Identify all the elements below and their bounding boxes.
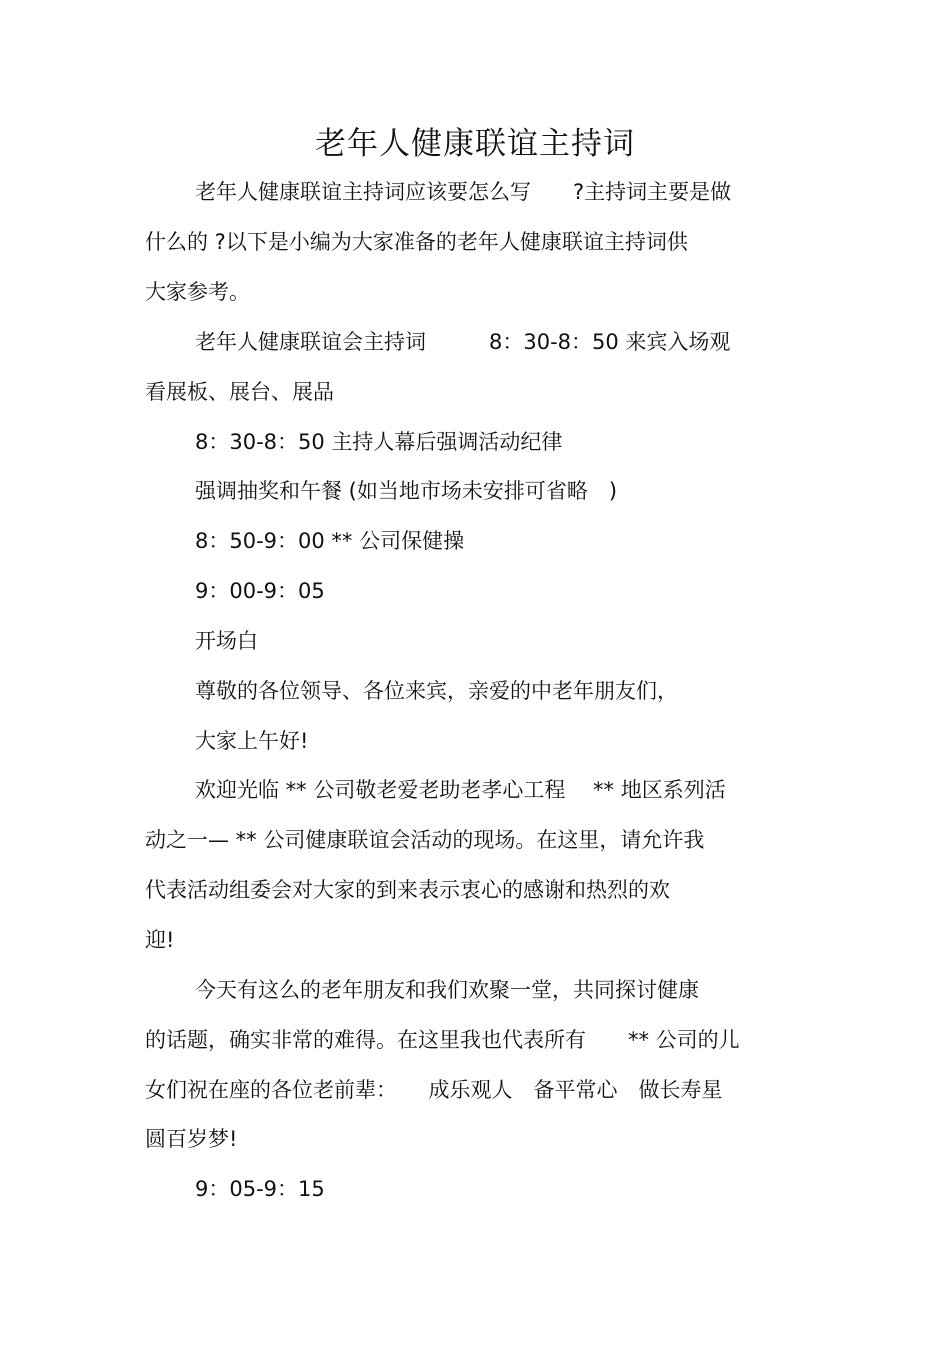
text-line: 8：50-9：00 ** 公司保健操 [195,529,465,553]
text-line: 9：00-9：05 [195,579,325,603]
text-line: 今天有这么的老年朋友和我们欢聚一堂，共同探讨健康 [195,978,699,1002]
text-line: 8：30-8：50 主持人幕后强调活动纪律 [195,430,563,454]
text-line: 看展板、展台、展品 [145,380,334,404]
text-line: 老年人健康联谊主持词应该要怎么写 ?主持词主要是做 [195,180,732,204]
text-line: 的话题，确实非常的难得。在这里我也代表所有 ** 公司的儿 [145,1028,740,1052]
text-line: 圆百岁梦! [145,1127,238,1151]
document-title: 老年人健康联谊主持词 [315,126,635,162]
text-line: 动之一— ** 公司健康联谊会活动的现场。在这里，请允许我 [145,828,705,852]
text-line: 迎! [145,928,175,952]
text-line: 大家参考。 [145,280,250,304]
text-line: 老年人健康联谊会主持词 8：30-8：50 来宾入场观 [195,330,731,354]
text-line: 大家上午好! [195,729,309,753]
text-line: 开场白 [195,629,258,653]
text-line: 9：05-9：15 [195,1177,325,1201]
text-line: 代表活动组委会对大家的到来表示衷心的感谢和热烈的欢 [145,878,670,902]
text-line: 什么的 ?以下是小编为大家准备的老年人健康联谊主持词供 [145,230,688,254]
text-line: 强调抽奖和午餐 (如当地市场未安排可省略 ) [195,479,618,503]
text-line: 欢迎光临 ** 公司敬老爱老助老孝心工程 ** 地区系列活 [195,778,726,802]
text-line: 尊敬的各位领导、各位来宾，亲爱的中老年朋友们， [195,679,678,703]
text-line: 女们祝在座的各位老前辈： 成乐观人 备平常心 做长寿星 [145,1078,723,1102]
